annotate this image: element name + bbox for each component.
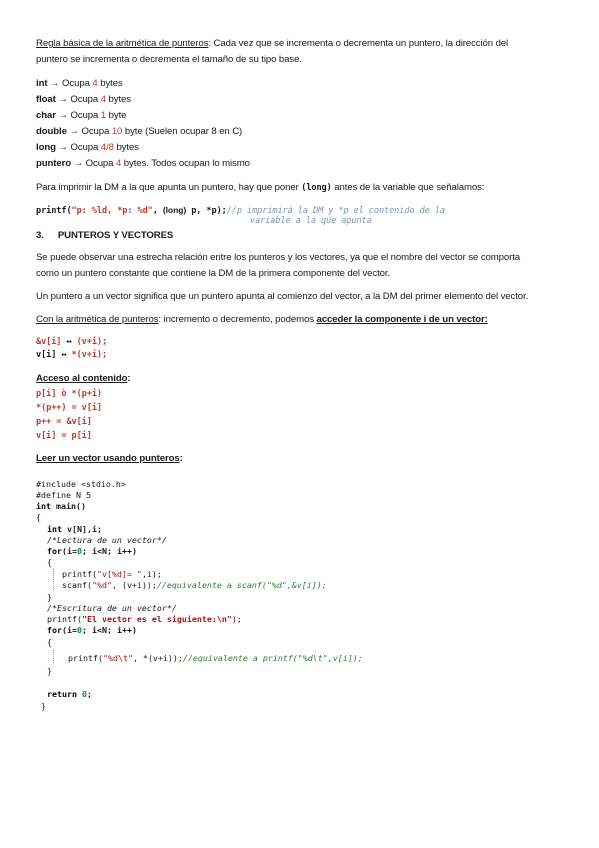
para1-line2: como un puntero constante que contiene la DM de la primera componente del vector. — [36, 268, 391, 279]
code-line: printf("El vector es el siguiente:\n"); — [47, 614, 242, 624]
access-line: p++ = &v[i] — [36, 417, 92, 427]
read-title: Leer un vector usando punteros: — [36, 453, 183, 464]
type-row: float → Ocupa 4 bytes — [36, 94, 131, 105]
long-keyword: (long) — [301, 183, 332, 193]
code-line: for(i=0; i<N; i++) — [47, 546, 137, 556]
code-line: { — [36, 512, 41, 522]
equiv-line-1: &v[i] ↔ (v+i); — [36, 337, 108, 347]
access-line: *(p++) = v[i] — [36, 403, 102, 413]
print-dm-line: Para imprimir la DM a la que apunta un puntero, hay que poner (long) antes de la variable que señalamos: — [36, 182, 485, 193]
para3: Con la aritmética de punteros: incremento o decremento, podemos acceder la componente i de un vector: — [36, 314, 488, 325]
access-title: Acceso al contenido: — [36, 373, 131, 384]
code-line: return 0; — [47, 689, 92, 699]
indent-guide — [53, 568, 54, 590]
code-line: #define N 5 — [36, 490, 91, 500]
printf-comment-2: variable a la que apunta — [250, 216, 372, 226]
rule-text: : Cada vez que se incrementa o decrementa un puntero, la dirección del — [208, 38, 509, 49]
printf-example: printf("p: %ld, *p: %d", (long) p, *p);//p imprimirá la DM y *p el contenido de la — [36, 205, 445, 216]
code-line: { — [47, 557, 52, 567]
section-heading — [36, 230, 173, 242]
code-line: /*Escritura de un vector*/ — [47, 603, 177, 613]
access-line: v[i] = p[i] — [36, 431, 92, 441]
code-line: printf("%d\t", *(v+i));//equivalente a printf("%d\t",v[i]); — [68, 653, 363, 663]
code-line: int v[N],i; — [47, 524, 102, 534]
para2: Un puntero a un vector significa que un puntero apunta al comienzo del vector, a la DM del primer elemento del vector. — [36, 291, 529, 302]
para1-line1: Se puede observar una estrecha relación entre los punteros y los vectores, ya que el nombre del vector se comporta — [36, 252, 521, 263]
code-line: } — [47, 666, 52, 676]
rule-line-2: puntero se incrementa o decrementa el tamaño de su tipo base. — [36, 54, 302, 65]
rule-line-1 — [36, 38, 508, 50]
type-row: long → Ocupa 4/8 bytes — [36, 142, 139, 153]
equiv-line-2: v[i] ↔ *(v+i); — [36, 350, 108, 360]
code-line: /*Lectura de un vector*/ — [47, 535, 167, 545]
code-line: } — [41, 701, 46, 711]
code-line: int main() — [36, 501, 86, 511]
code-line: for(i=0; i<N; i++) — [47, 625, 137, 635]
type-row: puntero → Ocupa 4 bytes. Todos ocupan lo mismo — [36, 158, 250, 169]
section-number: 3. — [36, 230, 44, 241]
indent-guide — [53, 649, 54, 663]
code-line: #include <stdio.h> — [36, 479, 126, 489]
code-line: scanf("%d", (v+i));//equivalente a scanf("%d",&v[i]); — [62, 580, 327, 590]
type-row: char → Ocupa 1 byte — [36, 110, 127, 121]
section-title: PUNTEROS Y VECTORES — [57, 230, 174, 241]
type-row: double → Ocupa 10 byte (Suelen ocupar 8 en C) — [36, 126, 243, 137]
access-line: p[i] ò *(p+i) — [36, 389, 102, 399]
code-line: { — [47, 637, 52, 647]
code-line: printf("v[%d]= ",i); — [62, 569, 162, 579]
rule-title: Regla básica de la aritmética de punteros — [36, 38, 209, 49]
type-row: int → Ocupa 4 bytes — [36, 78, 123, 89]
code-line: } — [47, 592, 52, 602]
